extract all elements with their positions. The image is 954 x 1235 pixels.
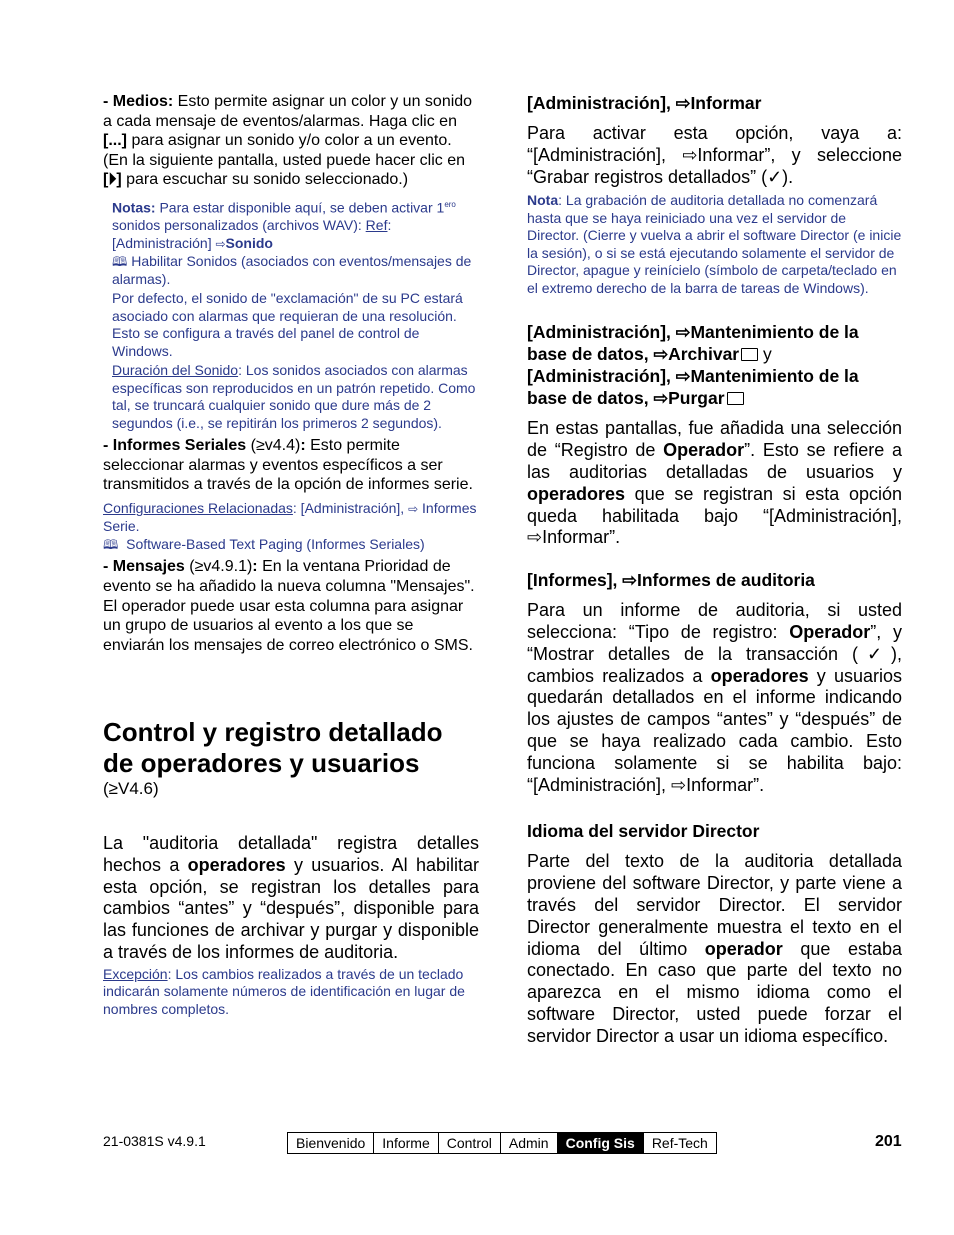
arrow-icon: ⇨ <box>671 774 687 795</box>
arrow-icon: ⇨ <box>215 236 226 251</box>
arrow-icon: ⇨ <box>675 322 691 343</box>
notas-note: Notas: Para estar disponible aquí, se deben activar $1^{ero}$ sonidos personalizados (archivos WAV): Ref: [Administración] ⇨Sonido <box>112 199 456 251</box>
arrow-icon: ⇨ <box>622 570 637 591</box>
seriales-paragraph: - Informes Seriales (≥v4.4): Esto permite seleccionar alarmas y eventos específicos a ser transmitidos a través de la opción de informes serie. <box>103 437 473 494</box>
nav-tab-informe[interactable]: Informe <box>374 1133 438 1153</box>
heading-version: (≥V4.6) <box>103 779 159 799</box>
exception-link[interactable]: Excepción <box>103 965 168 982</box>
activate-paragraph: Para activar esta opción, vaya a: “[Administración], ⇨Informar”, y seleccione “Grabar registros detallados” (✓). <box>527 123 902 187</box>
footer-nav <box>287 1132 717 1154</box>
server-language-paragraph: Parte del texto de la auditoria detallada proviene del software Director, y parte viene a través del servidor Director. El servidor Director generalmente muestra el texto en el idioma del último operador que estaba conectado. En caso que parte del texto no aparezca en el mismo idioma como el software Director, usted puede forzar el servidor Director a usar un idioma específico. <box>527 851 903 1046</box>
arrow-icon: ⇨ <box>653 388 669 409</box>
arrow-icon: ⇨ <box>682 144 698 165</box>
medios-label: Medios: <box>112 93 174 110</box>
exception-note: Excepción: Los cambios realizados a través de un teclado indicarán solamente números de identificación en lugar de nombres completos. <box>103 965 465 1017</box>
arrow-icon: ⇨ <box>527 527 543 548</box>
heading-admin-informar: [Administración], ⇨Informar <box>527 93 762 113</box>
page-number: 201 <box>875 1133 902 1150</box>
book-reference: 🕮 Software-Based Text Paging (Informes Seriales) <box>103 535 425 552</box>
medios-paragraph: - Medios: Esto permite asignar un color y un sonido a cada mensaje de eventos/alarmas. Haga clic en [...] para asignar un sonido y/o color a un evento. (En la siguiente pantalla, usted puede hacer clic en [⏵] para escuchar su sonido seleccionado.) <box>103 93 473 189</box>
restart-note: Nota: La grabación de auditoria detallada no comenzará hasta que se haya reiniciado una vez el servidor de Director. (Cierre y vuelva a abrir el software Director (e inicie la sesión), o si se está ejecutando solamente el servidor de Director, apague y reinícielo (símbolo de carpeta/teclado en el extremo derecho de la barra de tareas de Windows). <box>527 192 902 296</box>
nav-tab-control[interactable]: Control <box>439 1133 501 1153</box>
section-heading: Control y registro detallado de operadores y usuarios <box>103 717 443 779</box>
heading-audit-reports: [Informes], ⇨Informes de auditoria <box>527 570 815 591</box>
ellipsis-button-ref: [...] <box>103 132 127 150</box>
sound-duration-link[interactable]: Duración del Sonido <box>112 362 239 379</box>
play-button-ref: [⏵] <box>103 171 122 189</box>
arrow-icon: ⇨ <box>653 344 669 365</box>
book-icon: 🕮 <box>103 536 119 552</box>
left-column <box>103 92 479 1018</box>
related-config-note: Configuraciones Relacionadas: [Administración], ⇨ Informes Serie. <box>103 499 477 535</box>
arrow-icon: ⇨ <box>408 501 419 516</box>
default-sound-note: Por defecto, el sonido de "exclamación" de su PC estará asociado con alarmas que requieran de una resolución. Esto se configura a través del panel de control de Windows. <box>112 290 463 359</box>
book-reference: 🕮 Habilitar Sonidos (asociados con eventos/mensajes de alarmas). <box>112 253 472 287</box>
ref-link[interactable]: Ref <box>365 217 388 234</box>
related-config-link[interactable]: Configuraciones Relacionadas <box>103 499 293 516</box>
heading-maintenance: [Administración], ⇨Mantenimiento de la base de datos, ⇨Archivar y [Administración], ⇨Mantenimiento de la base de datos, ⇨Purgar <box>527 322 859 409</box>
sound-duration-note: Duración del Sonido: Los sonidos asociados con alarmas específicas son reproducidos en un patrón repetido. Como tal, se truncará cualquier sonido que dure más de 2 segundos (i.e., se repitirán los primeros 2 segundos). <box>112 362 476 431</box>
audit-report-paragraph: Para un informe de auditoria, si usted selecciona: “Tipo de registro: Operador”, y “Mostrar detalles de la transacción (✓), cambios realizados a operadores y usuarios quedarán detallados en el informe indicando los ajustes de campos “antes” y “después” de que se haya realizado cada cambio. Esto funciona solamente si se habilita bajo: “[Administración], ⇨Informar”. <box>527 600 902 795</box>
maintenance-paragraph: En estas pantallas, fue añadida una selección de “Registro de Operador”. Esto se refiere a las auditorias detalladas de usuarios y operadores que se registran si esta opción queda habilitada bajo “[Administración], ⇨Informar”. <box>527 418 902 548</box>
right-column <box>527 92 902 1048</box>
nav-tab-ref-tech[interactable]: Ref-Tech <box>651 1135 708 1151</box>
arrow-icon: ⇨ <box>675 93 691 113</box>
intro-paragraph: La "auditoria detallada" registra detalles hechos a operadores y usuarios. Al habilitar esta opción, se registran los detalles para cambios “antes” y “después”, disponible para las funciones de archivar y purgar y disponible a través de los informes de auditoria. <box>103 832 479 962</box>
folder-icon <box>727 392 744 405</box>
nav-tab-config-sis[interactable]: Config Sis <box>558 1133 644 1153</box>
mensajes-paragraph: - Mensajes (≥v4.9.1): En la ventana Prioridad de evento se ha añadido la nueva columna "Mensajes". El operador puede usar esta columna para asignar un grupo de usuarios al evento a los que se enviarán los mensajes de correo electrónico o SMS. <box>103 558 475 654</box>
arrow-icon: ⇨ <box>675 366 691 387</box>
document-id: 21-0381S v4.9.1 <box>103 1133 206 1149</box>
nav-tab-bienvenido[interactable]: Bienvenido <box>288 1133 374 1153</box>
folder-icon <box>741 348 758 361</box>
book-icon: 🕮 <box>112 254 128 270</box>
nav-tab-admin[interactable]: Admin <box>501 1133 558 1153</box>
heading-server-language: Idioma del servidor Director <box>527 821 760 842</box>
